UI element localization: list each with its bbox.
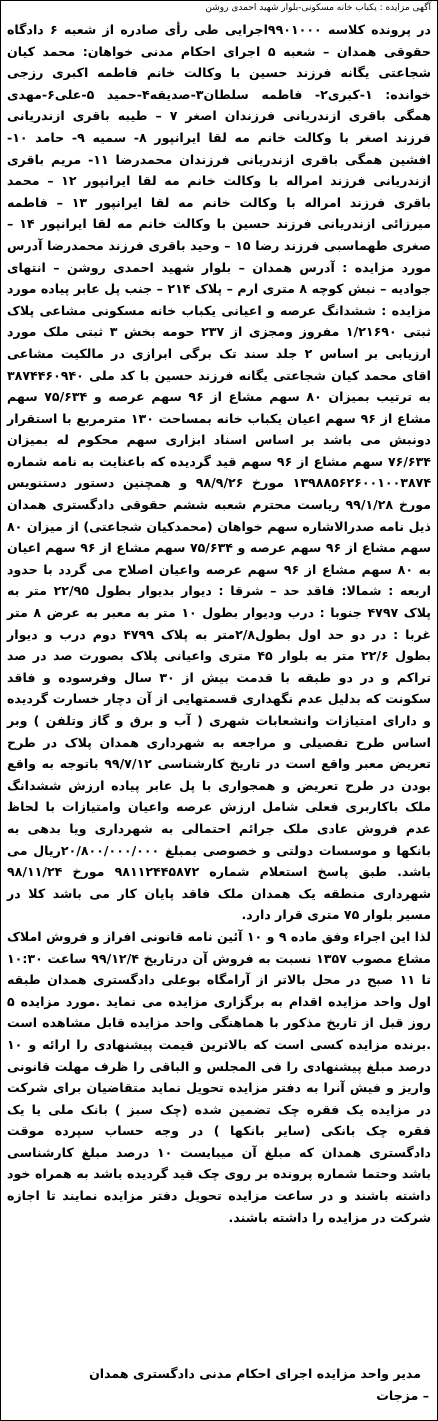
notice-paragraph-auction-terms: لذا این اجراء وفق ماده ۹ و ۱۰ آئین نامه قانونی افراز و فروش املاک مشاع مصوب ۱۳۵۷ نسبت به فروش آن درتاریخ ۹۹/۱۲/۴ ساعت ۱۰:۳۰ تا ۱۱ صبح در محل بالاتر از آرامگاه بوعلی دادگستری همدان طبقه اول واحد مزایده اقدام به برگزاری مزایده می نماید .مورد مزایده ۵ روز قبل از تاریخ مذکور با هماهنگی واحد مزایده قابل مشاهده است .برنده مزایده کسی است که بالاترین قیمت پیشنهادی را ارائه و ۱۰ درصد مبلغ پیشنهادی را فی المجلس و الباقی را ظرف مهلت قانونی واریز و فیش آنرا به دفتر مزایده تحویل نماید متقاضیان برای شرکت در مزایده یک فقره چک تضمین شده (چک سبز ) بانک ملی یا یک فقره چک بانکی (سایر بانکها ) در وجه حساب سپرده موقت دادگستری همدان که مبلغ آن میبایست ۱۰ درصد مبلغ کارشناسی باشد وحتما شماره پرونده بر روی چک قید گردیده باشد به همراه خود داشته باشند و در ساعت مزایده تحویل دفتر مزایده نمایند تا اجازه شرکت در مزایده را داشته باشند. [7, 928, 432, 1225]
notice-signature [7, 1363, 429, 1407]
signature-name: – مزجات [376, 1388, 429, 1403]
notice-paragraph-main: در پرونده کلاسه ۹۹۰۱۰۰۰اجرایی طی رأی صادره از شعبه ۶ دادگاه حقوقی همدان – شعبه ۵ اجرای احکام مدنی خواهان: محمد کیان شجاعتی یگانه فرزند حسین با وکالت خانم فاطمه اکبری رزجی خوانده: ۱-کبری۲- فاطمه سلطان۳-صدیقه۴-حمید ۵-علی۶-مهدی همگی باقری ازندریانی فرزندان اصغر ۷ – طیبه باقری ازندریانی فرزند اصغر با وکالت خانم مه لقا ایرانپور ۸- سمیه ۹- حامد ۱۰- افشین همگی باقری ازندریانی فرزندان محمدرضا ۱۱- مریم باقری ازندریانی فرزند امراله با وکالت خانم مه لقا ایرانپور ۱۲ – محمد باقری فرزند امراله با وکالت خانم مه لقا ایرانپور ۱۳ – فاطمه میرزائی ازندریانی فرزند حسین با وکالت خانم مه لقا ایرانپور ۱۴ – صغری طهماسبی فرزند رضا ۱۵ – وحید باقری فرزند محمدرضا آدرس مورد مزایده : آدرس همدان – بلوار شهید احمدی روشن – انتهای جوادیه – نبش کوچه ۸ متری ارم – پلاک ۲۱۴ – جنب پل عابر پیاده مورد مزایده : ششدانگ عرصه و اعیانی یکباب خانه مسکونی مشاعی پلاک ثبتی ۱/۲۱۶۹۰ مفروز ومجزی از ۲۳۷ حومه بخش ۳ ثبتی ملک مورد ارزیابی بر اساس ۲ جلد سند تک برگی ابرازی در مالکیت مشاعی اقای محمد کیان شجاعتی یگانه فرزند حسین با کد ملی ۳۸۷۴۴۶۰۹۴۰ به ترتیب بمیزان ۸۰ سهم مشاع از ۹۶ سهم عرصه و ۷۵/۶۳۴ سهم مشاع از ۹۶ سهم اعیان یکباب خانه بمساحت ۱۳۰ مترمربع با استقرار دونبش می باشد بر اساس اسناد ابزاری سهم محکوم له بمیزان ۷۶/۶۳۴ سهم مشاع از ۹۶ سهم قید گردیده که باعنایت به نامه شماره ۱۳۹۸۸۵۶۲۶۰۰۱۰۰۳۸۷۴ مورخ ۹۸/۹/۲۶ و همچنین دستور دستنویس مورخ ۹۹/۱/۲۸ ریاست محترم شعبه ششم حقوقی دادگستری همدان ذیل نامه صدرالاشاره سهم خواهان (محمدکیان شجاعتی) از میزان ۸۰ سهم مشاع از ۹۶ سهم عرصه و ۷۵/۶۳۴ سهم مشاع از ۹۶ سهم اعیان به ۸۰ سهم مشاع از ۹۶ سهم عرصه واعیان اصلاح می گردد با حدود اربعه : شمالا: فاقد حد – شرقا : دیوار بدیوار بطول ۲۲/۹۵ متر به پلاک ۴۷۹۷ جنوبا : درب ودیوار بطول ۱۰ متر به معبر به عرض ۸ متر غربا : در دو حد اول بطول۲/۸متر به پلاک ۴۷۹۹ دوم درب و دیوار بطول ۲۲/۶ متر به بلوار ۴۵ متری واعیانی پلاک بصورت صد در صد تراکم و در دو طبقه با قدمت بیش از ۳۰ سال وفرسوده و فاقد سکونت که بدلیل عدم نگهداری قسمتهایی از آن دچار خسارت گردیده و دارای امتیازات وانشعابات شهری ( آب و برق و گاز وتلفن ) وبر اساس طرح تفصیلی و مراجعه به شهرداری همدان پلاک در طرح تعریض معبر واقع است در تاریخ کارشناسی ۹۹/۷/۱۲ باتوجه به واقع بودن در طرح تعریض و همجواری با پل عابر پیاده ارزش ششدانگ ملک باکاربری فعلی شامل ارزش عرصه واعیان وامتیازات با لحاظ عدم فروش عادی ملک جرائم احتمالی به شهرداری ویا بدهی به بانکها و موسسات دولتی و خصوصی بمبلغ ۲۰/۸۰۰/۰۰۰/۰۰۰ریال می باشد. طبق پاسخ استعلام شماره ۹۸۱۱۲۴۴۵۸۷۲ مورخ ۹۸/۱۱/۲۴ شهرداری منطقه یک همدان ملک فاقد پایان کار می باشد کلا در مسیر بلوار ۷۵ متری قرار دارد. [7, 22, 432, 923]
notice-header: آگهی مزایده : یکباب خانه مسکونی-بلوار شهید احمدی روشن [205, 3, 431, 13]
notice-body [7, 19, 431, 1228]
signature-title: مدیر واحد مزایده اجرای احکام مدنی دادگستری همدان [89, 1366, 421, 1381]
